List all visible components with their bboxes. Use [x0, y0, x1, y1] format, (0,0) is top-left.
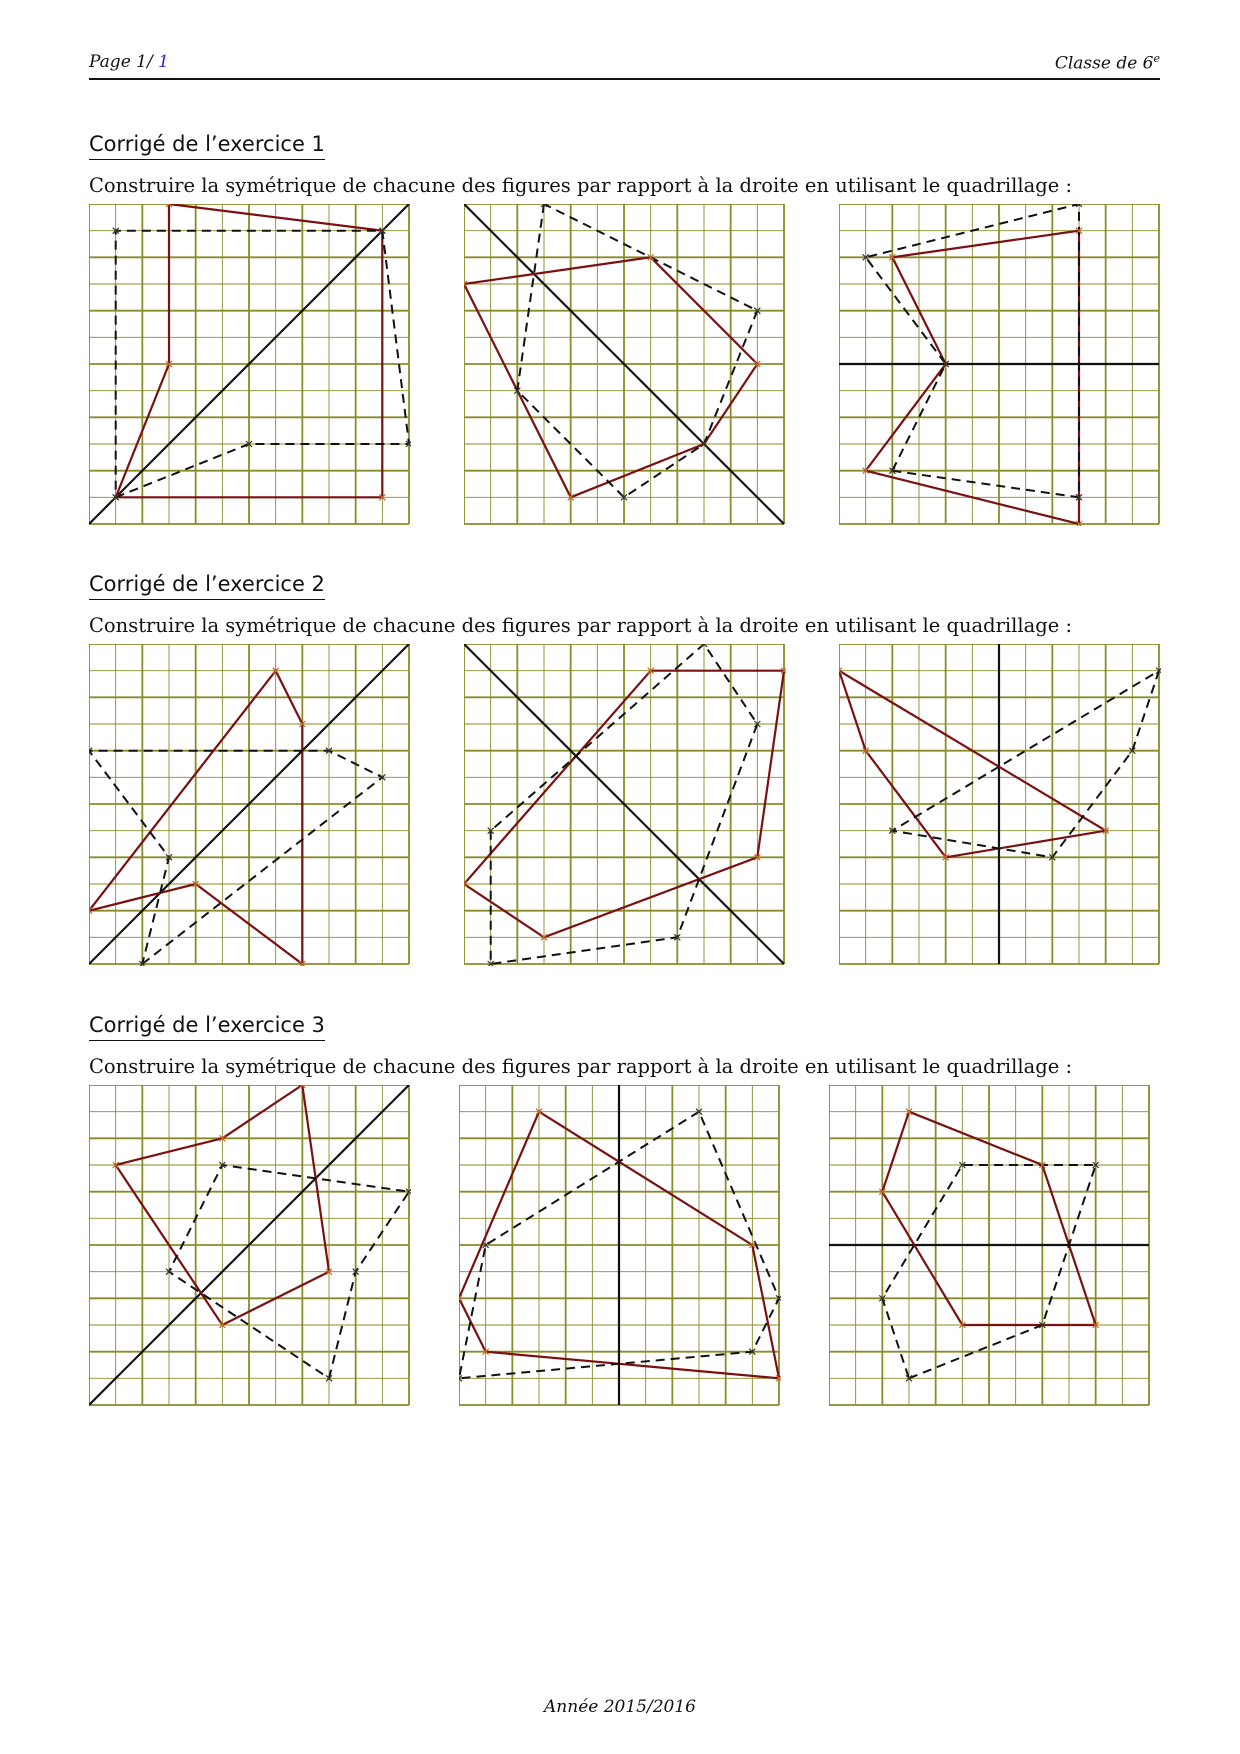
page-number-link[interactable]: 1	[158, 52, 169, 72]
original-figure	[464, 257, 757, 497]
section-title: Corrigé de l’exercice 3	[89, 1013, 325, 1041]
class-label: Classe de 6e	[1054, 52, 1160, 74]
section-exercise-1	[89, 132, 1169, 197]
section-title: Corrigé de l’exercice 1	[89, 132, 325, 160]
section-exercise-2	[89, 572, 1169, 637]
instruction-text: Construire la symétrique de chacune des figures par rapport à la droite en utilisant le quadrillage :	[89, 1055, 1073, 1078]
page-header	[89, 50, 1160, 80]
figure-1-3	[839, 204, 1161, 526]
figure-3-2	[459, 1085, 781, 1407]
section-exercise-3	[89, 1013, 1169, 1078]
figure-2-3	[839, 644, 1161, 966]
symmetric-figure	[517, 204, 757, 497]
figure-3-3	[829, 1085, 1151, 1407]
section-title: Corrigé de l’exercice 2	[89, 572, 325, 600]
figure-1-2	[464, 204, 786, 526]
figure-3-1	[89, 1085, 411, 1407]
page-number: Page 1/ 1	[89, 52, 169, 72]
figure-1-1	[89, 204, 411, 526]
page-footer: Année 2015/2016	[544, 1697, 696, 1717]
figure-2-2	[464, 644, 786, 966]
instruction-text: Construire la symétrique de chacune des figures par rapport à la droite en utilisant le quadrillage :	[89, 174, 1073, 197]
figure-2-1	[89, 644, 411, 966]
instruction-text: Construire la symétrique de chacune des figures par rapport à la droite en utilisant le quadrillage :	[89, 614, 1073, 637]
